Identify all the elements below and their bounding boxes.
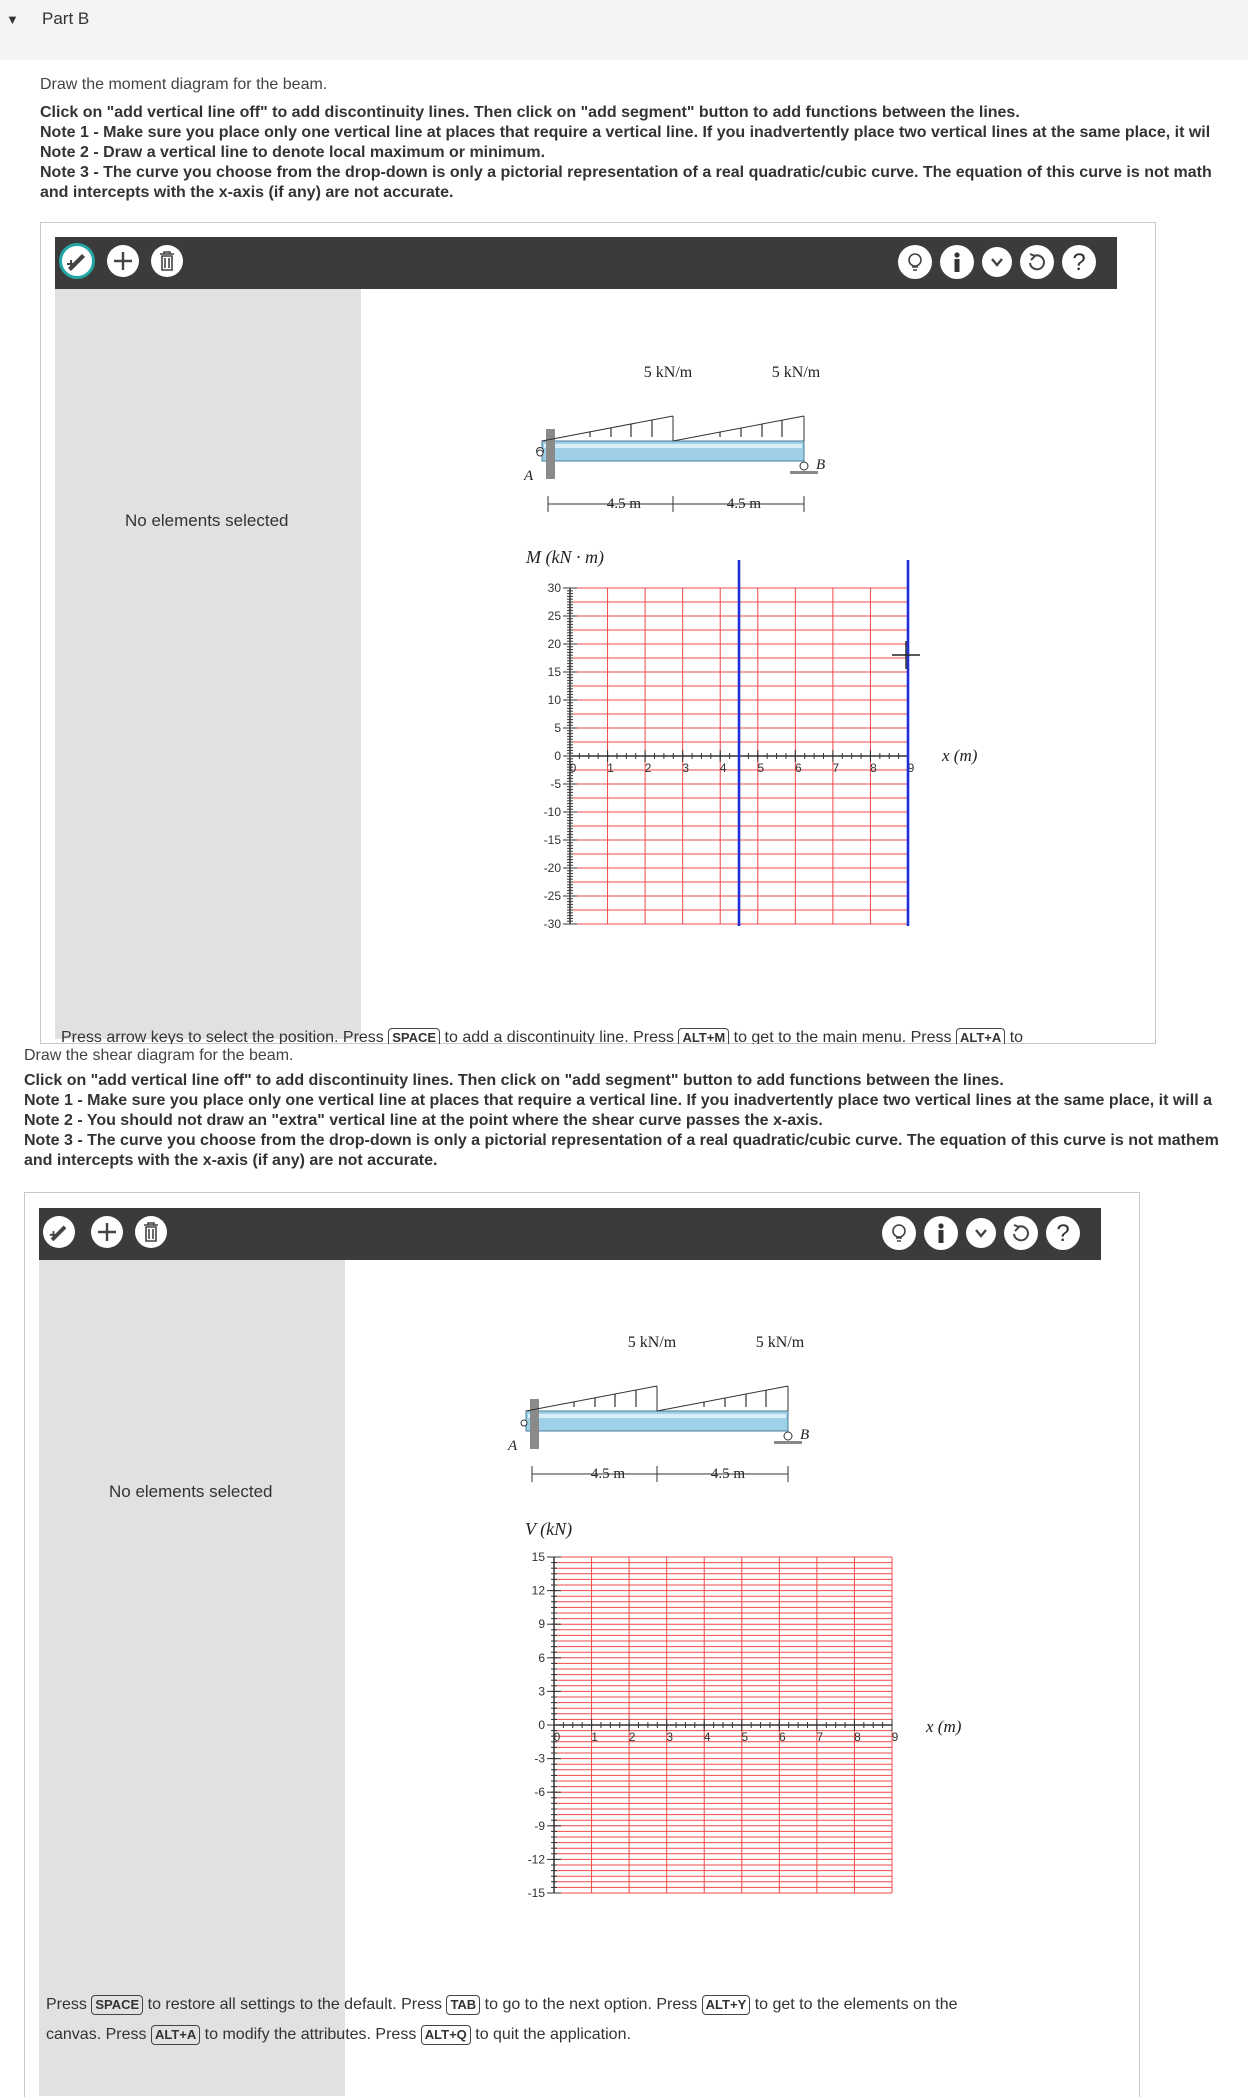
moment-span-right: 4.5 m: [726, 496, 762, 512]
shear-note2: Note 2 - You should not draw an "extra" vertical line at the point where the shear curve passes the x-axis.: [24, 1112, 823, 1129]
moment-y-tick-label: -5: [550, 777, 561, 791]
moment-beam-figure: [516, 339, 825, 512]
shear-y-tick-label: 9: [538, 1617, 545, 1632]
moment-canvas[interactable]: [368, 296, 1116, 1016]
reset-icon[interactable]: [1004, 1216, 1038, 1250]
shear-x-tick-label: 9: [891, 1730, 899, 1744]
moment-y-tick-label: 10: [547, 693, 561, 707]
moment-sidebar: [55, 289, 361, 1039]
shear-axis-title: V (kN): [525, 1519, 573, 1539]
shear-instructions: [24, 1046, 1219, 1171]
svg-text:?: ?: [1056, 1220, 1070, 1246]
shear-span-left: 4.5 m: [590, 1466, 626, 1482]
dropdown-icon[interactable]: [966, 1218, 996, 1248]
shear-y-tick-label: 0: [538, 1718, 545, 1732]
shear-help-text: Press SPACE to restore all settings to the default. Press TAB to go to the next option. Press ALT+Y to get to the elements on the canvas. Press ALT+A to modify the attributes. Press ALT+Q to quit the application.: [46, 1996, 958, 2043]
shear-y-tick-label: 3: [538, 1684, 545, 1699]
moment-y-tick-label: 15: [547, 665, 561, 679]
shear-load-left: 5 kN/m: [627, 1334, 677, 1351]
delete-icon[interactable]: [135, 1216, 167, 1248]
shear-x-tick-label: 4: [703, 1730, 711, 1744]
shear-x-tick-label: 7: [816, 1730, 824, 1744]
hint-icon[interactable]: [882, 1216, 916, 1250]
moment-x-tick-label: 2: [644, 761, 652, 775]
moment-support-b: B: [816, 457, 826, 473]
space-key: SPACE: [91, 1995, 143, 2015]
moment-y-tick-label: -10: [543, 805, 561, 819]
space-key: SPACE: [388, 1028, 440, 1044]
shear-sidebar: [39, 1260, 345, 2096]
shear-y-tick-label: 15: [531, 1550, 545, 1564]
alt-q-key: ALT+Q: [421, 2025, 471, 2045]
moment-x-tick-label: 7: [832, 761, 840, 775]
moment-y-tick-label: 30: [547, 581, 561, 595]
moment-span-left: 4.5 m: [606, 496, 642, 512]
help-icon[interactable]: [1062, 245, 1096, 279]
add-vertical-line-icon[interactable]: [59, 243, 95, 279]
moment-support-a: A: [524, 468, 534, 484]
moment-y-tick-label: -15: [543, 833, 561, 847]
moment-note1: Note 1 - Make sure you place only one vertical line at places that require a vertical line. If you inadvertently place two vertical lines at the same place, it wil: [40, 124, 1211, 141]
info-icon[interactable]: [924, 1216, 958, 1250]
moment-note3b: and intercepts with the x-axis (if any) are not accurate.: [40, 184, 454, 201]
shear-note1: Note 1 - Make sure you place only one vertical line at places that require a vertical line. If you inadvertently place two vertical lines at the same place, it will a: [24, 1092, 1212, 1109]
moment-x-tick-label: 1: [607, 761, 614, 775]
shear-fixed-wall-icon: [530, 1399, 539, 1449]
shear-x-tick-label: 3: [666, 1730, 674, 1744]
moment-x-axis-label: x (m): [942, 746, 978, 765]
shear-load-right: 5 kN/m: [755, 1334, 805, 1351]
shear-grid[interactable]: [528, 1550, 899, 1900]
moment-load-left: 5 kN/m: [643, 364, 693, 381]
info-icon[interactable]: [940, 245, 974, 279]
shear-canvas[interactable]: [352, 1266, 1100, 1988]
shear-support-a: A: [508, 1438, 518, 1454]
shear-x-tick-label: 1: [591, 1730, 598, 1744]
moment-x-tick-label: 6: [794, 761, 802, 775]
moment-grid[interactable]: [544, 560, 920, 931]
shear-y-tick-label: -12: [527, 1852, 545, 1867]
reset-icon[interactable]: [1020, 245, 1054, 279]
moment-x-tick-label: 4: [719, 761, 727, 775]
moment-load-right: 5 kN/m: [771, 364, 821, 381]
shear-x-tick-label: 8: [854, 1730, 861, 1744]
svg-text:?: ?: [1072, 249, 1086, 275]
moment-help-text: Press arrow keys to select the position. Press SPACE to add a discontinuity line. Press ALT+M to get to the main menu. Press ALT+A to: [61, 1018, 1115, 1044]
moment-y-tick-label: 0: [554, 749, 561, 763]
shear-y-tick-label: 12: [531, 1583, 545, 1598]
moment-axis-title: M (kN · m): [526, 547, 604, 567]
shear-y-tick-label: -9: [534, 1818, 545, 1833]
moment-x-tick-label: 5: [757, 761, 765, 775]
alt-y-key: ALT+Y: [702, 1995, 751, 2015]
shear-note3: Note 3 - The curve you choose from the drop-down is only a pictorial representation of a real quadratic/cubic curve. The equation of this curve is not mathem: [24, 1132, 1219, 1149]
moment-x-tick-label: 3: [682, 761, 690, 775]
moment-y-tick-label: 20: [547, 637, 561, 651]
part-title: Part B: [42, 9, 90, 28]
moment-x-tick-label: 0: [569, 761, 577, 775]
moment-line1: Click on "add vertical line off" to add discontinuity lines. Then click on "add segment" button to add functions between the lines.: [40, 104, 1020, 121]
moment-no-selection: No elements selected: [125, 511, 289, 530]
shear-beam-figure: [507, 1334, 809, 1482]
moment-fixed-wall-icon: [546, 429, 555, 479]
shear-y-tick-label: 6: [538, 1650, 545, 1665]
hint-icon[interactable]: [898, 245, 932, 279]
shear-x-tick-label: 0: [553, 1730, 561, 1744]
alt-m-key: ALT+M: [678, 1028, 729, 1044]
part-header[interactable]: [0, 0, 1248, 60]
shear-x-tick-label: 2: [628, 1730, 636, 1744]
moment-intro: Draw the moment diagram for the beam.: [40, 76, 328, 93]
delete-icon[interactable]: [151, 245, 183, 277]
alt-a-key: ALT+A: [956, 1028, 1005, 1044]
shear-no-selection: No elements selected: [109, 1482, 273, 1501]
shear-toolbar: [39, 1208, 1101, 1260]
alt-a-key: ALT+A: [151, 2025, 200, 2045]
shear-line1: Click on "add vertical line off" to add discontinuity lines. Then click on "add segment" button to add functions between the lines.: [24, 1072, 1004, 1089]
shear-span-right: 4.5 m: [710, 1466, 746, 1482]
help-icon[interactable]: [1046, 1216, 1080, 1250]
shear-y-tick-label: -3: [534, 1751, 545, 1766]
add-segment-icon[interactable]: [107, 245, 139, 277]
moment-y-tick-label: 25: [547, 609, 561, 623]
dropdown-icon[interactable]: [982, 247, 1012, 277]
shear-x-tick-label: 5: [741, 1730, 749, 1744]
shear-x-tick-label: 6: [778, 1730, 786, 1744]
shear-y-tick-label: -15: [527, 1886, 545, 1900]
add-segment-icon[interactable]: [91, 1216, 123, 1248]
shear-note3b: and intercepts with the x-axis (if any) are not accurate.: [24, 1152, 438, 1169]
moment-y-tick-label: -20: [543, 861, 561, 875]
moment-y-tick-label: -30: [543, 917, 561, 931]
moment-instructions: [40, 75, 1212, 203]
shear-intro: Draw the shear diagram for the beam.: [24, 1047, 294, 1064]
moment-x-tick-label: 8: [870, 761, 877, 775]
add-vertical-line-icon[interactable]: [43, 1216, 75, 1248]
moment-note3: Note 3 - The curve you choose from the drop-down is only a pictorial representation of a real quadratic/cubic curve. The equation of this curve is not math: [40, 164, 1212, 181]
tab-key: TAB: [446, 1995, 480, 2015]
collapse-caret-icon[interactable]: ▼: [6, 12, 19, 27]
shear-support-b: B: [800, 1427, 810, 1443]
shear-y-tick-label: -6: [534, 1785, 545, 1800]
shear-x-axis-label: x (m): [926, 1717, 962, 1736]
moment-note2: Note 2 - Draw a vertical line to denote local maximum or minimum.: [40, 144, 546, 161]
moment-y-tick-label: -25: [543, 889, 561, 903]
moment-x-tick-label: 9: [907, 761, 915, 775]
moment-y-tick-label: 5: [554, 721, 561, 735]
moment-toolbar: [55, 237, 1117, 289]
